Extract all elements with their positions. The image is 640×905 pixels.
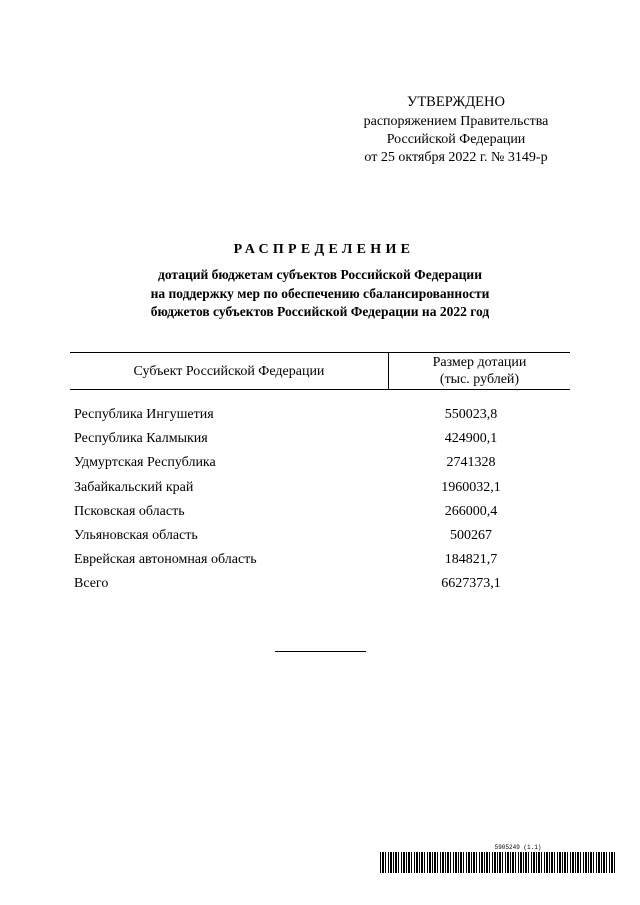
end-divider <box>275 651 366 652</box>
row-amount: 550023,8 <box>444 407 498 422</box>
table-row <box>70 406 570 430</box>
subtitle-line-3: бюджетов субъектов Российской Федерации на 2022 год <box>150 304 490 319</box>
row-subject: Ульяновская область <box>74 527 198 543</box>
header-subject: Субъект Российской Федерации <box>70 353 389 389</box>
row-amount: 184821,7 <box>444 552 498 568</box>
row-amount: 6627373,1 <box>441 576 501 592</box>
subtitle-line-2: на поддержку мер по обеспечению сбалансированности <box>150 285 490 301</box>
header-amount-line-1: Размер дотации <box>432 355 527 370</box>
barcode-block <box>380 843 616 873</box>
approval-line-2: Российской Федерации <box>386 132 526 147</box>
row-subject: Всего <box>74 576 109 592</box>
header-amount <box>389 353 570 389</box>
document-title: РАСПРЕДЕЛЕНИЕ <box>233 242 415 257</box>
table-row <box>70 479 570 503</box>
approval-heading: УТВЕРЖДЕНО <box>407 94 505 110</box>
row-subject: Псковская область <box>74 503 185 519</box>
table-body <box>70 406 570 600</box>
row-subject: Республика Ингушетия <box>74 407 214 422</box>
distribution-table <box>70 352 570 600</box>
table-row <box>70 454 570 478</box>
row-subject: Удмуртская Республика <box>74 455 216 471</box>
table-row <box>70 527 570 551</box>
subtitle-line-1: дотаций бюджетам субъектов Российской Федерации <box>158 267 482 282</box>
table-row <box>70 551 570 575</box>
row-subject: Еврейская автономная область <box>74 552 257 568</box>
row-subject: Забайкальский край <box>74 479 194 495</box>
row-subject: Республика Калмыкия <box>74 431 208 447</box>
barcode-number: 5905249 (1.1) <box>494 844 542 851</box>
document-subtitle <box>100 266 540 322</box>
table-row-total <box>70 575 570 599</box>
table-header <box>70 352 570 390</box>
row-amount: 2741328 <box>446 455 496 471</box>
table-row <box>70 503 570 527</box>
header-amount-line-2: (тыс. рублей) <box>439 372 520 387</box>
row-amount: 266000,4 <box>444 503 498 519</box>
row-amount: 424900,1 <box>444 431 498 447</box>
approval-block <box>340 93 572 167</box>
table-row <box>70 430 570 454</box>
row-amount: 1960032,1 <box>441 479 501 495</box>
barcode-icon <box>380 852 616 873</box>
approval-line-1: распоряжением Правительства <box>363 114 549 129</box>
approval-line-3: от 25 октября 2022 г. № 3149-р <box>364 150 548 165</box>
row-amount: 500267 <box>450 527 492 543</box>
